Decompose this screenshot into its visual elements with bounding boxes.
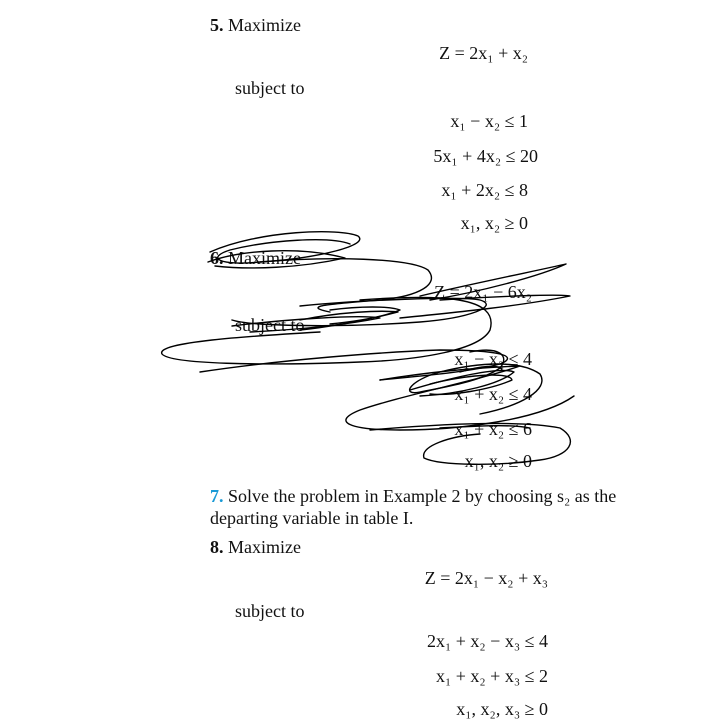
problem-7-number[interactable]: 7.: [210, 486, 224, 506]
problem-5-number: 5.: [210, 15, 224, 35]
problem-8-objective: Z = 2x₁ − x₂ + x₃: [424, 568, 548, 588]
problem-8-constraint-1: 2x₁ + x₂ − x₃ ≤ 4: [426, 631, 548, 651]
problem-6-objective: Z = 2x₁ − 6x₂: [434, 282, 532, 302]
problem-5-objective: Z = 2x₁ + x₂: [439, 43, 528, 63]
problem-6-constraint-3: x₁ + x₂ ≤ 6: [454, 419, 532, 439]
problem-6-constraint-1: x₁ − x₂ ≤ 4: [454, 349, 532, 369]
problem-8-constraint-2: x₁ + x₂ + x₃ ≤ 2: [435, 666, 548, 686]
problem-8-number: 8.: [210, 537, 224, 557]
problem-5-label: Maximize: [228, 15, 301, 35]
problem-5-subject-to: subject to: [235, 78, 305, 98]
problem-7-text: Solve the problem in Example 2 by choosing s₂ as the: [228, 486, 617, 506]
problem-5-constraint-3: x₁ + 2x₂ ≤ 8: [441, 180, 528, 200]
problem-8-constraint-3: x₁, x₂, x₃ ≥ 0: [456, 699, 548, 719]
problem-7-line-1: [210, 485, 616, 507]
problem-6-number: 6.: [210, 248, 224, 268]
problem-8-subject-to: subject to: [235, 601, 305, 621]
problem-5-constraint-4: x₁, x₂ ≥ 0: [460, 213, 528, 233]
problem-6-constraint-4: x₁, x₂ ≥ 0: [464, 451, 532, 471]
problem-5-constraint-1: x₁ − x₂ ≤ 1: [450, 111, 528, 131]
problem-6-label: Maximize: [228, 248, 301, 268]
problem-5-constraint-2: 5x₁ + 4x₂ ≤ 20: [433, 146, 538, 166]
problem-8-label: Maximize: [228, 537, 301, 557]
problem-7-line-2: departing variable in table I.: [210, 508, 414, 528]
problem-8-heading: [210, 536, 301, 558]
problem-6-constraint-2: −x₁ + x₂ ≤ 4: [444, 384, 532, 404]
problem-6-subject-to: subject to: [235, 315, 305, 335]
